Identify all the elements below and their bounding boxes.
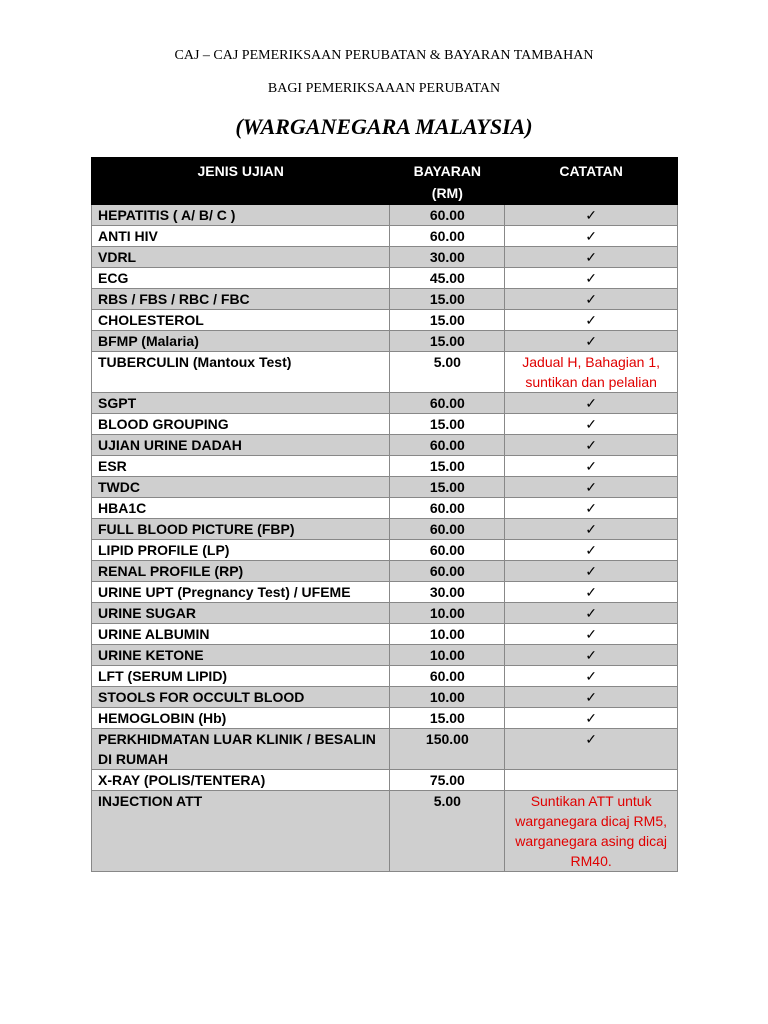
header-catatan: CATATAN	[505, 158, 678, 205]
test-name-cell: URINE UPT (Pregnancy Test) / UFEME	[92, 582, 390, 603]
table-row	[92, 687, 678, 708]
fee-cell: 60.00	[390, 498, 505, 519]
fee-cell: 60.00	[390, 561, 505, 582]
fee-cell: 150.00	[390, 729, 505, 770]
catatan-check-cell: ✓	[505, 603, 678, 624]
fee-cell: 30.00	[390, 247, 505, 268]
table-row	[92, 498, 678, 519]
fee-cell: 5.00	[390, 352, 505, 393]
table-row	[92, 226, 678, 247]
table-row	[92, 791, 678, 872]
document-title-line2: BAGI PEMERIKSAAAN PERUBATAN	[267, 81, 501, 96]
fee-cell: 10.00	[390, 687, 505, 708]
catatan-check-cell: ✓	[505, 645, 678, 666]
table-row	[92, 289, 678, 310]
fee-cell: 60.00	[390, 435, 505, 456]
test-name-cell: URINE ALBUMIN	[92, 624, 390, 645]
test-name-cell: RBS / FBS / RBC / FBC	[92, 289, 390, 310]
fee-cell: 15.00	[390, 477, 505, 498]
catatan-check-cell: ✓	[505, 477, 678, 498]
catatan-check-cell: ✓	[505, 435, 678, 456]
fee-cell: 60.00	[390, 666, 505, 687]
catatan-check-cell: ✓	[505, 708, 678, 729]
test-name-cell: URINE SUGAR	[92, 603, 390, 624]
table-row	[92, 729, 678, 770]
table-row	[92, 624, 678, 645]
fee-cell: 60.00	[390, 519, 505, 540]
table-row	[92, 393, 678, 414]
fee-cell: 10.00	[390, 645, 505, 666]
test-name-cell: CHOLESTEROL	[92, 310, 390, 331]
test-name-cell: SGPT	[92, 393, 390, 414]
fee-cell: 45.00	[390, 268, 505, 289]
table-row	[92, 331, 678, 352]
table-row	[92, 645, 678, 666]
test-name-cell: HBA1C	[92, 498, 390, 519]
test-name-cell: VDRL	[92, 247, 390, 268]
table-row	[92, 540, 678, 561]
catatan-check-cell: ✓	[505, 393, 678, 414]
test-name-cell: HEMOGLOBIN (Hb)	[92, 708, 390, 729]
test-name-cell: X-RAY (POLIS/TENTERA)	[92, 770, 390, 791]
header-bayaran-line2: (RM)	[431, 185, 463, 201]
fee-cell: 30.00	[390, 582, 505, 603]
catatan-check-cell: ✓	[505, 666, 678, 687]
catatan-check-cell: ✓	[505, 456, 678, 477]
catatan-check-cell: ✓	[505, 540, 678, 561]
fee-cell: 15.00	[390, 310, 505, 331]
fee-cell: 60.00	[390, 540, 505, 561]
catatan-check-cell: ✓	[505, 498, 678, 519]
fee-cell: 15.00	[390, 456, 505, 477]
catatan-check-cell: ✓	[505, 414, 678, 435]
test-name-cell: PERKHIDMATAN LUAR KLINIK / BESALIN DI RUMAH	[92, 729, 390, 770]
catatan-check-cell: ✓	[505, 310, 678, 331]
fee-cell: 15.00	[390, 414, 505, 435]
test-name-cell: TUBERCULIN (Mantoux Test)	[92, 352, 390, 393]
fee-cell: 60.00	[390, 393, 505, 414]
table-row	[92, 561, 678, 582]
table-row	[92, 205, 678, 226]
catatan-note-cell: Jadual H, Bahagian 1, suntikan dan pelalian	[505, 352, 678, 393]
fee-cell: 5.00	[390, 791, 505, 872]
catatan-check-cell	[505, 770, 678, 791]
table-row	[92, 666, 678, 687]
test-name-cell: UJIAN URINE DADAH	[92, 435, 390, 456]
catatan-check-cell: ✓	[505, 226, 678, 247]
fee-cell: 60.00	[390, 205, 505, 226]
fee-cell: 10.00	[390, 603, 505, 624]
test-name-cell: HEPATITIS ( A/ B/ C )	[92, 205, 390, 226]
catatan-check-cell: ✓	[505, 561, 678, 582]
test-name-cell: ECG	[92, 268, 390, 289]
test-name-cell: BLOOD GROUPING	[92, 414, 390, 435]
fee-cell: 10.00	[390, 624, 505, 645]
document-title-line1: CAJ – CAJ PEMERIKSAAN PERUBATAN & BAYARAN TAMBAHAN	[174, 48, 594, 63]
table-row	[92, 352, 678, 393]
table-row	[92, 770, 678, 791]
catatan-check-cell: ✓	[505, 289, 678, 310]
fee-table-header	[92, 158, 678, 205]
header-bayaran	[390, 158, 505, 205]
table-row	[92, 477, 678, 498]
test-name-cell: STOOLS FOR OCCULT BLOOD	[92, 687, 390, 708]
fee-table	[91, 157, 678, 872]
fee-table-body	[92, 205, 678, 872]
fee-cell: 60.00	[390, 226, 505, 247]
test-name-cell: URINE KETONE	[92, 645, 390, 666]
test-name-cell: BFMP (Malaria)	[92, 331, 390, 352]
test-name-cell: FULL BLOOD PICTURE (FBP)	[92, 519, 390, 540]
header-bayaran-line1: BAYARAN	[413, 163, 482, 179]
table-row	[92, 435, 678, 456]
table-row	[92, 708, 678, 729]
test-name-cell: INJECTION ATT	[92, 791, 390, 872]
test-name-cell: TWDC	[92, 477, 390, 498]
table-row	[92, 603, 678, 624]
test-name-cell: LIPID PROFILE (LP)	[92, 540, 390, 561]
test-name-cell: LFT (SERUM LIPID)	[92, 666, 390, 687]
test-name-cell: ANTI HIV	[92, 226, 390, 247]
fee-cell: 15.00	[390, 331, 505, 352]
catatan-note-cell: Suntikan ATT untuk warganegara dicaj RM5, warganegara asing dicaj RM40.	[505, 791, 678, 872]
table-row	[92, 268, 678, 289]
catatan-check-cell: ✓	[505, 582, 678, 603]
catatan-check-cell: ✓	[505, 519, 678, 540]
header-jenis-ujian: JENIS UJIAN	[92, 158, 390, 205]
table-row	[92, 456, 678, 477]
catatan-check-cell: ✓	[505, 687, 678, 708]
catatan-check-cell: ✓	[505, 205, 678, 226]
catatan-check-cell: ✓	[505, 729, 678, 770]
test-name-cell: ESR	[92, 456, 390, 477]
table-row	[92, 582, 678, 603]
catatan-check-cell: ✓	[505, 624, 678, 645]
fee-cell: 15.00	[390, 708, 505, 729]
catatan-check-cell: ✓	[505, 268, 678, 289]
table-row	[92, 519, 678, 540]
table-row	[92, 414, 678, 435]
fee-cell: 15.00	[390, 289, 505, 310]
test-name-cell: RENAL PROFILE (RP)	[92, 561, 390, 582]
fee-cell: 75.00	[390, 770, 505, 791]
table-row	[92, 310, 678, 331]
catatan-check-cell: ✓	[505, 331, 678, 352]
table-row	[92, 247, 678, 268]
document-title-line3: (WARGANEGARA MALAYSIA)	[235, 114, 533, 139]
catatan-check-cell: ✓	[505, 247, 678, 268]
